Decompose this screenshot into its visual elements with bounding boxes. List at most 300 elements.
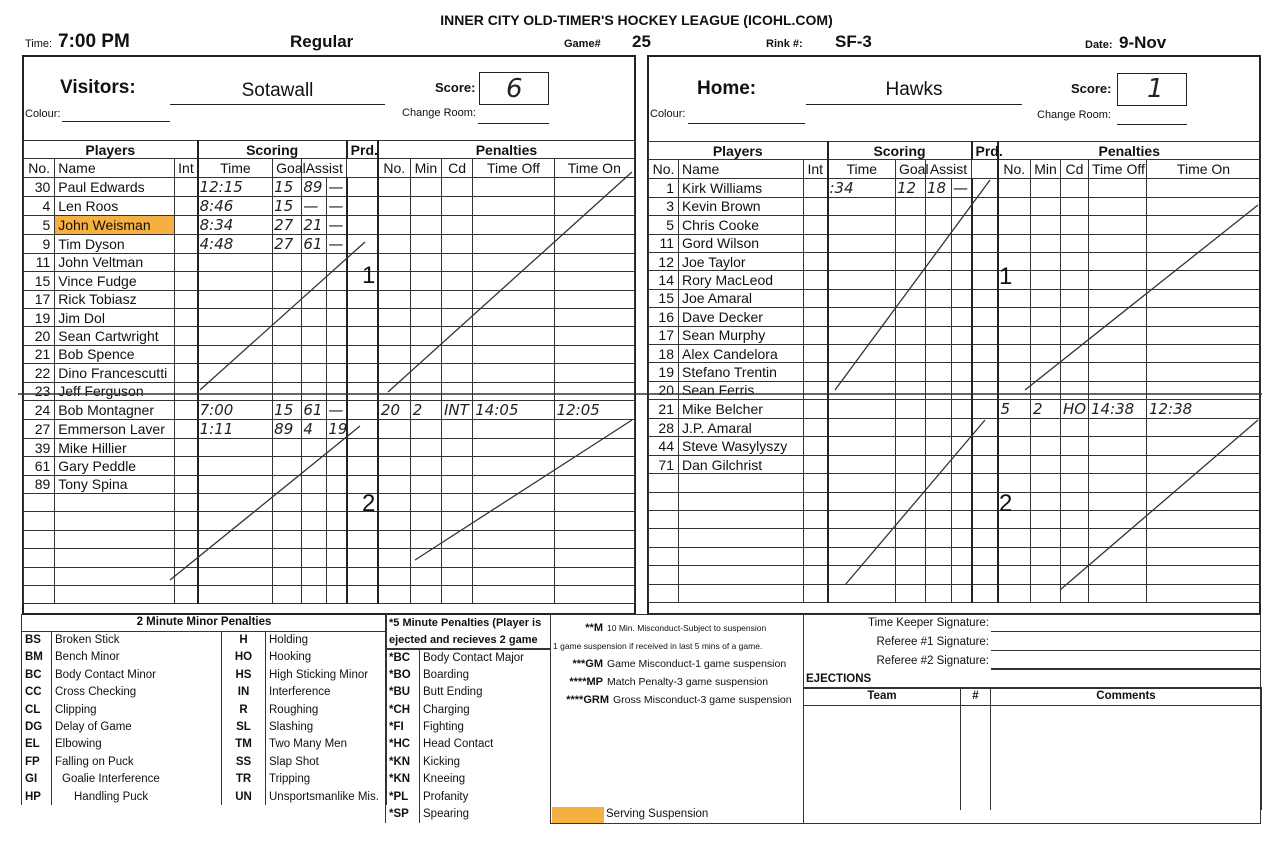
major-row [386, 771, 551, 788]
minor-desc: Slashing [266, 718, 387, 735]
major-row [386, 805, 551, 822]
min-col-header: Min [1031, 160, 1061, 178]
major-code: *BO [386, 666, 420, 683]
scoring-assist[interactable]: 61 [302, 234, 327, 253]
minor-code: UN [222, 788, 266, 805]
ejection-cell[interactable] [961, 705, 991, 722]
misconduct-row [551, 672, 803, 690]
misconduct-code: ***GM [572, 658, 603, 670]
player-name[interactable]: Rick Tobiasz [55, 290, 175, 308]
scoring-goal[interactable]: 15 [273, 177, 302, 196]
serving-suspension-swatch [552, 807, 604, 823]
ejection-row [804, 705, 1262, 722]
minor-desc: Broken Stick [52, 631, 222, 648]
major-title-row [386, 631, 551, 648]
rink-label: Rink #: [766, 38, 803, 50]
scoring-header: Scoring [828, 142, 972, 160]
minor-desc: Holding [266, 631, 387, 648]
minor-row [22, 771, 387, 788]
penalty-time-off[interactable]: 14:05 [473, 400, 554, 419]
scoring-time[interactable]: 7:00 [198, 400, 273, 419]
time-on-col-header: Time On [1147, 160, 1261, 178]
player-name[interactable]: Jim Dol [55, 308, 175, 326]
minor-code: HS [222, 666, 266, 683]
cd-col-header: Cd [442, 159, 473, 177]
major-desc: Boarding [420, 666, 551, 683]
major-desc: Spearing [420, 805, 551, 822]
scoring-goal[interactable]: 12 [896, 178, 926, 197]
minor-code: H [222, 631, 266, 648]
player-number[interactable]: 17 [649, 326, 679, 344]
scoring-assist2[interactable]: — [327, 177, 347, 196]
player-number[interactable]: 28 [649, 419, 679, 437]
prd-header: Prd. [972, 142, 998, 160]
ejection-cell[interactable] [804, 723, 961, 740]
major-penalties-title: *5 Minute Penalties (Player is [386, 614, 551, 631]
scoring-assist[interactable]: 21 [302, 215, 327, 234]
serving-suspension-label: Serving Suspension [606, 808, 709, 820]
scoring-goal[interactable]: 27 [273, 215, 302, 234]
penalty-cd[interactable]: INT [442, 400, 473, 419]
scoring-goal[interactable]: 15 [273, 196, 302, 215]
referee2-signature-line[interactable] [991, 668, 1261, 670]
minor-code: DG [22, 718, 52, 735]
minor-desc: Bench Minor [52, 649, 222, 666]
game-number: 25 [632, 32, 651, 51]
scoring-assist2[interactable]: — [327, 400, 347, 419]
scoring-time[interactable]: 8:34 [198, 215, 273, 234]
player-number[interactable]: 20 [24, 327, 55, 345]
minor-desc: Handling Puck [52, 788, 222, 805]
time-off-col-header: Time Off [1089, 160, 1147, 178]
player-name[interactable]: Tim Dyson [55, 234, 175, 253]
minor-row [22, 684, 387, 701]
timekeeper-signature-line[interactable] [991, 631, 1261, 632]
scoring-assist2[interactable]: — [327, 234, 347, 253]
minor-code: FP [22, 753, 52, 770]
ejection-cell[interactable] [991, 758, 1262, 775]
visitors-change-room-label: Change Room: [402, 107, 476, 119]
scoring-time[interactable]: :34 [828, 178, 896, 197]
visitors-score: 6 [506, 74, 523, 104]
penalty-time-on[interactable]: 12:38 [1147, 400, 1261, 419]
no-col-header: No. [24, 159, 55, 177]
visitors-label: Visitors: [60, 77, 136, 98]
minor-desc: Roughing [266, 701, 387, 718]
minor-desc: Goalie Interference [52, 771, 222, 788]
player-number[interactable]: 16 [649, 308, 679, 326]
scoring-goal[interactable]: 15 [273, 400, 302, 419]
player-name[interactable]: Paul Edwards [55, 177, 175, 196]
game-date: 9-Nov [1119, 33, 1167, 52]
ejection-row [804, 775, 1262, 792]
player-number[interactable]: 1 [649, 178, 679, 197]
misconduct-row [551, 654, 803, 672]
penalty-time-on[interactable]: 12:05 [554, 400, 634, 419]
penalty-no[interactable]: 20 [378, 400, 410, 419]
ejection-cell[interactable] [991, 775, 1262, 792]
home-scoring-p1-strike [835, 180, 990, 390]
prd-header: Prd. [347, 141, 378, 159]
player-number[interactable]: 39 [24, 438, 55, 456]
minor-desc: Tripping [266, 771, 387, 788]
penalty-min[interactable]: 2 [1031, 400, 1061, 419]
player-name[interactable]: Len Roos [55, 196, 175, 215]
player-number[interactable]: 11 [649, 234, 679, 252]
timekeeper-signature-label: Time Keeper Signature: [867, 617, 989, 629]
player-number[interactable]: 22 [24, 364, 55, 382]
time-off-col-header: Time Off [473, 159, 554, 177]
minor-desc: Cross Checking [52, 684, 222, 701]
major-code: *KN [386, 771, 420, 788]
major-code: *CH [386, 701, 420, 718]
scoring-goal[interactable]: 89 [273, 419, 302, 438]
min-col-header: Min [410, 159, 441, 177]
minor-title-row [22, 614, 387, 631]
minor-desc: Unsportsmanlike Mis. [266, 788, 387, 805]
name-col-header: Name [55, 159, 175, 177]
player-number[interactable]: 18 [649, 344, 679, 362]
player-name[interactable]: Rory MacLeod [679, 271, 804, 289]
scoring-assist[interactable]: — [302, 196, 327, 215]
major-code: *PL [386, 788, 420, 805]
player-number[interactable]: 24 [24, 400, 55, 419]
scoring-time[interactable]: 4:48 [198, 234, 273, 253]
player-number[interactable]: 23 [24, 382, 55, 400]
player-number[interactable]: 4 [24, 196, 55, 215]
player-number[interactable]: 61 [24, 457, 55, 475]
home-penalty-p1-strike [1025, 205, 1258, 390]
ejections-comments-header: Comments [991, 688, 1262, 705]
scoring-assist[interactable]: 18 [926, 178, 952, 197]
player-number[interactable]: 5 [649, 216, 679, 234]
goal-col-header: Goal [273, 159, 302, 177]
misconduct-desc: Match Penalty-3 game suspension [607, 676, 769, 688]
major-desc: Kneeing [420, 771, 551, 788]
players-header: Players [24, 141, 198, 159]
major-code: *FI [386, 718, 420, 735]
player-number[interactable]: 89 [24, 475, 55, 493]
minor-code: BC [22, 666, 52, 683]
visitors-colour-label: Colour: [25, 108, 61, 120]
penalty-cd[interactable]: HO [1061, 400, 1089, 419]
home-period-1: 1 [999, 263, 1013, 290]
player-name[interactable]: Jeff Ferguson [55, 382, 175, 400]
signatures-panel [803, 614, 1261, 824]
player-number[interactable]: 14 [649, 271, 679, 289]
player-name[interactable]: John Weisman [55, 215, 175, 234]
player-name[interactable]: Sean Murphy [679, 326, 804, 344]
visitors-period-1: 1 [362, 262, 376, 289]
major-code: *SP [386, 805, 420, 822]
misconduct-panel [550, 614, 804, 824]
minor-row [22, 718, 387, 735]
player-number[interactable]: 30 [24, 177, 55, 196]
player-number[interactable]: 17 [24, 290, 55, 308]
player-name[interactable]: Gord Wilson [679, 234, 804, 252]
players-header: Players [649, 142, 828, 160]
assist-col-header: Assist [302, 159, 347, 177]
ejection-cell[interactable] [991, 792, 1262, 809]
player-number[interactable]: 11 [24, 253, 55, 271]
major-desc: Butt Ending [420, 684, 551, 701]
major-desc: Body Contact Major [420, 649, 551, 666]
minor-code: R [222, 701, 266, 718]
ejection-row [804, 758, 1262, 775]
ejections-team-header: Team [804, 688, 961, 705]
minor-code: BM [22, 649, 52, 666]
player-number[interactable]: 27 [24, 419, 55, 438]
ejection-cell[interactable] [991, 723, 1262, 740]
cd-col-header: Cd [1061, 160, 1089, 178]
minor-desc: Slap Shot [266, 753, 387, 770]
visitors-scoring-p2-strike [170, 426, 360, 580]
scoring-assist[interactable]: 4 [302, 419, 327, 438]
goal-col-header: Goal [896, 160, 926, 178]
major-code: *BU [386, 684, 420, 701]
game-type: Regular [290, 32, 354, 51]
penalties-header: Penalties [378, 141, 635, 159]
misconduct-row [551, 690, 803, 708]
minor-desc: Elbowing [52, 736, 222, 753]
player-name[interactable]: Bob Spence [55, 345, 175, 363]
major-row [386, 684, 551, 701]
major-row [386, 701, 551, 718]
scoring-time[interactable]: 1:11 [198, 419, 273, 438]
league-title: INNER CITY OLD-TIMER'S HOCKEY LEAGUE (ICOHL.COM) [440, 12, 833, 28]
ejection-cell[interactable] [804, 792, 961, 809]
ejections-heading: EJECTIONS [806, 673, 872, 685]
home-score: 1 [1147, 74, 1164, 104]
home-change-room-label: Change Room: [1037, 109, 1111, 121]
ejection-cell[interactable] [804, 775, 961, 792]
home-penalty-p2-strike [1060, 420, 1258, 590]
home-colour-label: Colour: [650, 108, 686, 120]
minor-code: SS [222, 753, 266, 770]
ejections-table [803, 688, 1262, 810]
rink-number: SF-3 [835, 32, 872, 51]
int-col-header: Int [804, 160, 828, 178]
misconduct-code: ****GRM [566, 694, 609, 706]
ejections-header-row [804, 688, 1262, 705]
time-col-header: Time [198, 159, 273, 177]
player-name[interactable]: Sean Cartwright [55, 327, 175, 345]
major-code: *BC [386, 649, 420, 666]
time-col-header: Time [828, 160, 896, 178]
minor-desc: Clipping [52, 701, 222, 718]
minor-desc: Delay of Game [52, 718, 222, 735]
visitors-scoring-p1-strike [200, 242, 365, 390]
player-name[interactable]: Gary Peddle [55, 457, 175, 475]
major-desc: Fighting [420, 718, 551, 735]
major-title-row [386, 614, 551, 631]
misconduct-code: ****MP [569, 676, 603, 688]
major-row [386, 718, 551, 735]
minor-code: BS [22, 631, 52, 648]
ejection-cell[interactable] [804, 740, 961, 757]
major-penalties-table [385, 614, 551, 823]
player-number[interactable]: 9 [24, 234, 55, 253]
ejection-cell[interactable] [961, 792, 991, 809]
player-name[interactable]: Emmerson Laver [55, 419, 175, 438]
player-name[interactable]: Steve Wasylyszy [679, 437, 804, 455]
ejection-row [804, 792, 1262, 809]
minor-desc: Hooking [266, 649, 387, 666]
player-number[interactable]: 20 [649, 381, 679, 399]
minor-code: HP [22, 788, 52, 805]
visitors-score-label: Score: [435, 80, 476, 95]
major-row [386, 753, 551, 770]
minor-desc: Interference [266, 684, 387, 701]
player-number[interactable]: 15 [649, 289, 679, 307]
scoring-time[interactable]: 12:15 [198, 177, 273, 196]
ejection-cell[interactable] [961, 723, 991, 740]
minor-row [22, 701, 387, 718]
name-col-header: Name [679, 160, 804, 178]
minor-code: TM [222, 736, 266, 753]
minor-desc: Body Contact Minor [52, 666, 222, 683]
scoring-assist2[interactable]: — [327, 215, 347, 234]
player-number[interactable]: 19 [649, 363, 679, 381]
home-period-2: 2 [999, 490, 1013, 517]
ejection-cell[interactable] [961, 775, 991, 792]
player-name[interactable]: Dave Decker [679, 308, 804, 326]
player-name[interactable]: Vince Fudge [55, 272, 175, 290]
misconduct-row [551, 618, 803, 636]
minor-row [22, 631, 387, 648]
major-row [386, 736, 551, 753]
referee1-signature-line[interactable] [991, 650, 1261, 651]
ejections-num-header: # [961, 688, 991, 705]
minor-row [22, 753, 387, 770]
ejection-cell[interactable] [991, 705, 1262, 722]
ejection-cell[interactable] [991, 740, 1262, 757]
player-name[interactable]: Dan Gilchrist [679, 455, 804, 473]
minor-penalties-title: 2 Minute Minor Penalties [22, 614, 387, 631]
major-desc: Kicking [420, 753, 551, 770]
minor-code: CC [22, 684, 52, 701]
player-number[interactable]: 44 [649, 437, 679, 455]
misconduct-desc: 10 Min. Misconduct-Subject to suspension [607, 623, 767, 633]
major-row [386, 788, 551, 805]
player-name[interactable]: Sean Ferris [679, 381, 804, 399]
ejection-row [804, 740, 1262, 757]
misconduct-row [551, 636, 803, 654]
minor-desc: High Sticking Minor [266, 666, 387, 683]
minor-row [22, 666, 387, 683]
home-score-label: Score: [1071, 81, 1112, 96]
player-name[interactable]: Dino Francescutti [55, 364, 175, 382]
game-time: 7:00 PM [58, 31, 130, 52]
major-desc: Head Contact [420, 736, 551, 753]
player-name[interactable]: Joe Amaral [679, 289, 804, 307]
ejection-cell[interactable] [961, 758, 991, 775]
misconduct-desc: Gross Misconduct-3 game suspension [613, 694, 792, 706]
player-name[interactable]: Joe Taylor [679, 252, 804, 270]
minor-row [22, 788, 387, 805]
player-name[interactable]: Kevin Brown [679, 197, 804, 215]
minor-desc: Falling on Puck [52, 753, 222, 770]
minor-code: CL [22, 701, 52, 718]
ejection-row [804, 723, 1262, 740]
scoring-assist2[interactable]: 19 [328, 419, 348, 438]
scoring-header: Scoring [198, 141, 347, 159]
date-label: Date: [1085, 39, 1113, 51]
scoring-assist2[interactable]: — [327, 196, 347, 215]
game-label: Game# [564, 38, 601, 50]
misconduct-desc: 1 game suspension if received in last 5 mins of a game. [553, 641, 763, 651]
player-number[interactable]: 15 [24, 272, 55, 290]
player-name[interactable]: Tony Spina [55, 475, 175, 493]
home-label: Home: [697, 78, 757, 99]
major-code: *HC [386, 736, 420, 753]
major-desc: Profanity [420, 788, 551, 805]
penalty-min[interactable]: 2 [410, 400, 441, 419]
penalty-no[interactable]: 5 [998, 400, 1031, 419]
player-number[interactable]: 21 [24, 345, 55, 363]
player-number[interactable]: 71 [649, 455, 679, 473]
visitors-team-name[interactable]: Sotawall [170, 80, 385, 105]
minor-penalties-table [21, 614, 387, 805]
player-number[interactable]: 21 [649, 400, 679, 419]
visitors-penalty-p1-strike [388, 172, 632, 392]
major-row [386, 666, 551, 683]
player-number[interactable]: 5 [24, 215, 55, 234]
referee1-signature-label: Referee #1 Signature: [876, 636, 989, 648]
ejection-cell[interactable] [804, 705, 961, 722]
player-name[interactable]: J.P. Amaral [679, 419, 804, 437]
scoring-time[interactable]: 8:46 [198, 196, 273, 215]
player-name[interactable]: John Veltman [55, 253, 175, 271]
int-col-header: Int [175, 159, 198, 177]
minor-code: HO [222, 649, 266, 666]
major-penalties-title: ejected and recieves 2 game [386, 631, 551, 648]
minor-desc: Two Many Men [266, 736, 387, 753]
player-name[interactable]: Chris Cooke [679, 216, 804, 234]
scoring-assist[interactable]: 61 [302, 400, 327, 419]
scoring-goal[interactable]: 27 [273, 234, 302, 253]
player-name[interactable]: Kirk Williams [679, 178, 804, 197]
player-number[interactable]: 3 [649, 197, 679, 215]
minor-code: EL [22, 736, 52, 753]
home-team-name[interactable]: Hawks [806, 79, 1022, 105]
visitors-period-2: 2 [362, 490, 376, 517]
penalty-time-off[interactable]: 14:38 [1089, 400, 1147, 419]
minor-row [22, 649, 387, 666]
player-number[interactable]: 12 [649, 252, 679, 270]
player-name[interactable]: Mike Hillier [55, 438, 175, 456]
player-name[interactable]: Mike Belcher [679, 400, 804, 419]
pen-no-col-header: No. [378, 159, 410, 177]
minor-code: GI [22, 771, 52, 788]
scoring-assist[interactable]: 89 [302, 177, 327, 196]
minor-code: TR [222, 771, 266, 788]
ejection-cell[interactable] [804, 758, 961, 775]
assist-col-header: Assist [926, 160, 972, 178]
major-desc: Charging [420, 701, 551, 718]
major-code: *KN [386, 753, 420, 770]
player-name[interactable]: Alex Candelora [679, 344, 804, 362]
ejection-cell[interactable] [961, 740, 991, 757]
player-number[interactable]: 19 [24, 308, 55, 326]
visitors-penalty-p2-strike [415, 420, 632, 560]
no-col-header: No. [649, 160, 679, 178]
minor-code: SL [222, 718, 266, 735]
player-name[interactable]: Stefano Trentin [679, 363, 804, 381]
player-name[interactable]: Bob Montagner [55, 400, 175, 419]
scoring-assist2[interactable]: — [952, 178, 972, 197]
penalties-header: Penalties [998, 142, 1261, 160]
